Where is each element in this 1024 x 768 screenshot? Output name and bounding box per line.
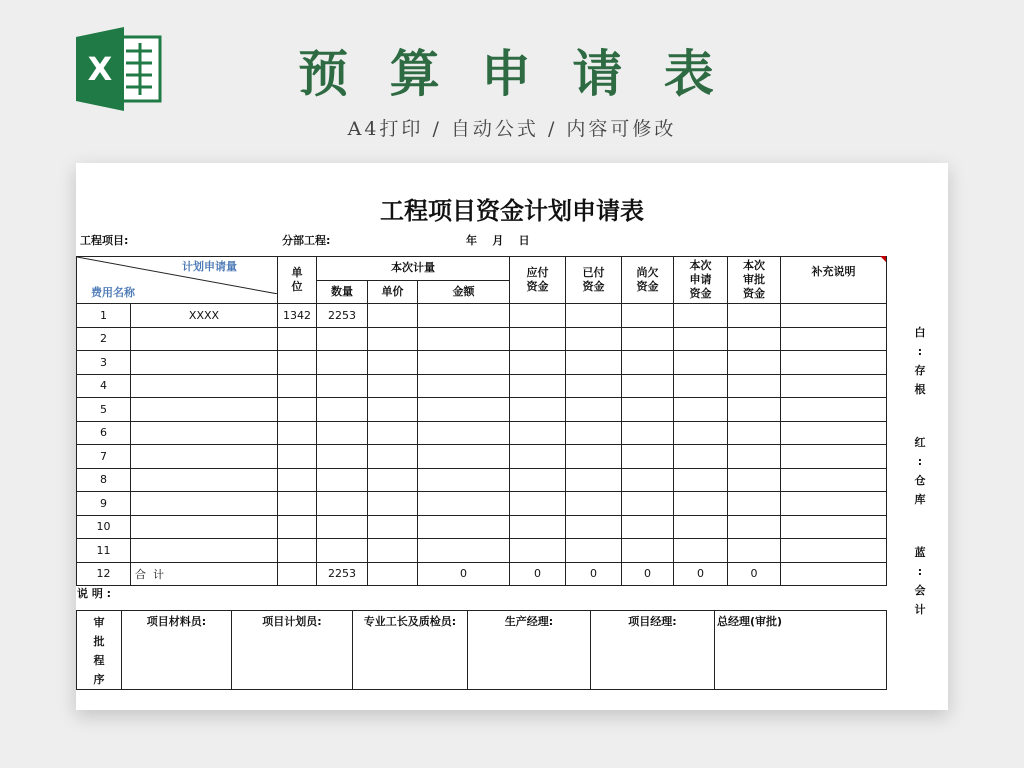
- cell-payable[interactable]: [510, 468, 566, 492]
- cell-name[interactable]: [131, 468, 278, 492]
- table-row: [77, 468, 887, 492]
- cell-owed[interactable]: [622, 398, 674, 422]
- cell-apply[interactable]: [674, 492, 728, 516]
- header-price: 单价: [368, 280, 418, 304]
- cell-paid[interactable]: [566, 374, 622, 398]
- cell-no[interactable]: 11: [77, 539, 131, 563]
- cell-approve[interactable]: [728, 445, 781, 469]
- subproject-label: 分部工程:: [282, 234, 331, 247]
- cell-remark[interactable]: [781, 562, 887, 586]
- cell-no[interactable]: 3: [77, 351, 131, 375]
- approval-process-label: 审 批 程 序: [77, 611, 122, 690]
- cell-remark[interactable]: [781, 327, 887, 351]
- cell-no[interactable]: 4: [77, 374, 131, 398]
- excel-logo-letter: X: [87, 50, 113, 88]
- cell-owed[interactable]: [622, 492, 674, 516]
- cell-amount[interactable]: [418, 539, 510, 563]
- cell-owed[interactable]: [622, 468, 674, 492]
- table-row: [77, 374, 887, 398]
- cell-price[interactable]: [368, 539, 418, 563]
- cell-paid[interactable]: [566, 515, 622, 539]
- cell-apply[interactable]: [674, 304, 728, 328]
- cell-qty[interactable]: [317, 327, 368, 351]
- cell-amount[interactable]: [418, 351, 510, 375]
- cell-payable[interactable]: [510, 492, 566, 516]
- cell-payable[interactable]: [510, 539, 566, 563]
- cell-apply[interactable]: [674, 445, 728, 469]
- cell-owed[interactable]: [622, 539, 674, 563]
- cell-paid[interactable]: [566, 304, 622, 328]
- cell-payable[interactable]: [510, 515, 566, 539]
- cell-amount[interactable]: [418, 468, 510, 492]
- cell-approve[interactable]: [728, 539, 781, 563]
- cell-remark[interactable]: [781, 421, 887, 445]
- form-title: 工程项目资金计划申请表: [380, 197, 644, 225]
- side-note-white: 白 : 存 根: [914, 326, 926, 396]
- cell-qty[interactable]: 2253: [317, 304, 368, 328]
- table-row: [77, 562, 887, 586]
- cell-remark[interactable]: [781, 445, 887, 469]
- cell-qty[interactable]: [317, 492, 368, 516]
- cell-owed[interactable]: [622, 304, 674, 328]
- cell-payable[interactable]: [510, 351, 566, 375]
- cell-price[interactable]: [368, 327, 418, 351]
- comment-marker: [880, 256, 886, 262]
- date-label: 年 月 日: [466, 234, 530, 247]
- cell-unit[interactable]: [278, 421, 317, 445]
- side-note-blue: 蓝 : 会 计: [914, 546, 926, 616]
- cell-remark[interactable]: [781, 492, 887, 516]
- cell-apply[interactable]: [674, 515, 728, 539]
- signer-production-manager: 生产经理:: [468, 611, 591, 690]
- cell-unit[interactable]: [278, 562, 317, 586]
- note-label: 说 明 :: [77, 587, 112, 600]
- cell-name[interactable]: [131, 445, 278, 469]
- cell-price[interactable]: [368, 445, 418, 469]
- cell-owed[interactable]: [622, 374, 674, 398]
- signer-project-manager: 项目经理:: [591, 611, 715, 690]
- cell-approve[interactable]: 0: [728, 562, 781, 586]
- cell-qty[interactable]: [317, 515, 368, 539]
- diag-top-label: 计划申请量: [182, 260, 237, 273]
- table-row: [77, 327, 887, 351]
- cell-apply[interactable]: 0: [674, 562, 728, 586]
- cell-amount[interactable]: [418, 445, 510, 469]
- cell-qty[interactable]: [317, 445, 368, 469]
- cell-remark[interactable]: [781, 539, 887, 563]
- cell-qty[interactable]: [317, 398, 368, 422]
- page-subtitle: A4打印 / 自动公式 / 内容可修改: [347, 118, 677, 140]
- cell-name[interactable]: [131, 327, 278, 351]
- header-owed: 尚欠 资金: [622, 257, 674, 304]
- cell-name[interactable]: [131, 492, 278, 516]
- cell-approve[interactable]: [728, 492, 781, 516]
- cell-no[interactable]: 6: [77, 421, 131, 445]
- cell-approve[interactable]: [728, 468, 781, 492]
- cell-price[interactable]: [368, 398, 418, 422]
- cell-name[interactable]: XXXX: [131, 304, 278, 328]
- cell-payable[interactable]: [510, 421, 566, 445]
- cell-unit[interactable]: [278, 492, 317, 516]
- cell-price[interactable]: [368, 515, 418, 539]
- cell-qty[interactable]: [317, 468, 368, 492]
- cell-unit[interactable]: [278, 398, 317, 422]
- cell-unit[interactable]: [278, 445, 317, 469]
- cell-owed[interactable]: [622, 515, 674, 539]
- cell-no[interactable]: 7: [77, 445, 131, 469]
- cell-paid[interactable]: [566, 351, 622, 375]
- cell-paid[interactable]: [566, 539, 622, 563]
- cell-remark[interactable]: [781, 374, 887, 398]
- cell-apply[interactable]: [674, 468, 728, 492]
- header-apply: 本次 申请 资金: [674, 257, 728, 304]
- cell-remark[interactable]: [781, 468, 887, 492]
- cell-paid[interactable]: [566, 492, 622, 516]
- cell-unit[interactable]: [278, 327, 317, 351]
- cell-amount[interactable]: 0: [418, 562, 510, 586]
- cell-apply[interactable]: [674, 398, 728, 422]
- cell-amount[interactable]: [418, 492, 510, 516]
- cell-amount[interactable]: [418, 421, 510, 445]
- cell-amount[interactable]: [418, 374, 510, 398]
- cell-price[interactable]: [368, 492, 418, 516]
- cell-paid[interactable]: [566, 445, 622, 469]
- cell-unit[interactable]: [278, 468, 317, 492]
- cell-name[interactable]: 合 计: [131, 562, 278, 586]
- cell-name[interactable]: [131, 421, 278, 445]
- cell-name[interactable]: [131, 539, 278, 563]
- cell-approve[interactable]: [728, 304, 781, 328]
- header-paid: 已付 资金: [566, 257, 622, 304]
- cell-price[interactable]: [368, 374, 418, 398]
- cell-owed[interactable]: [622, 421, 674, 445]
- cell-approve[interactable]: [728, 515, 781, 539]
- cell-payable[interactable]: [510, 327, 566, 351]
- header-approve: 本次 审批 资金: [728, 257, 781, 304]
- cell-apply[interactable]: [674, 539, 728, 563]
- cell-name[interactable]: [131, 515, 278, 539]
- cell-paid[interactable]: 0: [566, 562, 622, 586]
- cell-no[interactable]: 10: [77, 515, 131, 539]
- cell-payable[interactable]: 0: [510, 562, 566, 586]
- cell-paid[interactable]: [566, 468, 622, 492]
- cell-remark[interactable]: [781, 304, 887, 328]
- cell-apply[interactable]: [674, 327, 728, 351]
- cell-remark[interactable]: [781, 351, 887, 375]
- signer-planner: 项目计划员:: [232, 611, 353, 690]
- cell-apply[interactable]: [674, 351, 728, 375]
- page-title: 预 算 申 请 表: [298, 44, 726, 103]
- table-row: [77, 539, 887, 563]
- cell-paid[interactable]: [566, 327, 622, 351]
- header-amount: 金额: [418, 280, 510, 304]
- cell-apply[interactable]: [674, 421, 728, 445]
- cell-unit[interactable]: 1342: [278, 304, 317, 328]
- cell-no[interactable]: 9: [77, 492, 131, 516]
- cell-amount[interactable]: [418, 327, 510, 351]
- project-label: 工程项目:: [80, 234, 129, 247]
- cell-amount[interactable]: [418, 398, 510, 422]
- cell-price[interactable]: [368, 421, 418, 445]
- cell-unit[interactable]: [278, 515, 317, 539]
- diag-bottom-label: 费用名称: [91, 286, 135, 299]
- cell-no[interactable]: 5: [77, 398, 131, 422]
- table-row: [77, 515, 887, 539]
- table-row: [77, 351, 887, 375]
- header-current-measure: 本次计量: [317, 257, 510, 281]
- cell-approve[interactable]: [728, 398, 781, 422]
- spreadsheet-preview: [76, 163, 948, 710]
- cell-owed[interactable]: [622, 445, 674, 469]
- diagonal-header-cell: [77, 257, 278, 304]
- cell-owed[interactable]: 0: [622, 562, 674, 586]
- signer-foreman-qc: 专业工长及质检员:: [353, 611, 468, 690]
- budget-table: [76, 256, 887, 586]
- cell-approve[interactable]: [728, 374, 781, 398]
- cell-payable[interactable]: [510, 374, 566, 398]
- cell-paid[interactable]: [566, 421, 622, 445]
- cell-qty[interactable]: [317, 351, 368, 375]
- header-unit: 单 位: [278, 257, 317, 304]
- cell-apply[interactable]: [674, 374, 728, 398]
- cell-price[interactable]: [368, 468, 418, 492]
- cell-owed[interactable]: [622, 351, 674, 375]
- table-row: [77, 421, 887, 445]
- cell-no[interactable]: 8: [77, 468, 131, 492]
- cell-price[interactable]: [368, 351, 418, 375]
- header-remark: 补充说明: [781, 257, 887, 304]
- cell-price[interactable]: [368, 562, 418, 586]
- cell-remark[interactable]: [781, 398, 887, 422]
- cell-amount[interactable]: [418, 515, 510, 539]
- cell-approve[interactable]: [728, 351, 781, 375]
- cell-unit[interactable]: [278, 539, 317, 563]
- cell-name[interactable]: [131, 374, 278, 398]
- cell-no[interactable]: 12: [77, 562, 131, 586]
- table-row: [77, 445, 887, 469]
- cell-qty[interactable]: [317, 421, 368, 445]
- cell-name[interactable]: [131, 351, 278, 375]
- header-payable: 应付 资金: [510, 257, 566, 304]
- cell-no[interactable]: 1: [77, 304, 131, 328]
- cell-owed[interactable]: [622, 327, 674, 351]
- cell-payable[interactable]: [510, 304, 566, 328]
- cell-amount[interactable]: [418, 304, 510, 328]
- cell-unit[interactable]: [278, 351, 317, 375]
- cell-approve[interactable]: [728, 327, 781, 351]
- table-row: [77, 492, 887, 516]
- cell-qty[interactable]: [317, 539, 368, 563]
- table-row: [77, 398, 887, 422]
- signer-material: 项目材料员:: [122, 611, 232, 690]
- header-qty: 数量: [317, 280, 368, 304]
- cell-price[interactable]: [368, 304, 418, 328]
- cell-no[interactable]: 2: [77, 327, 131, 351]
- cell-qty[interactable]: [317, 374, 368, 398]
- cell-payable[interactable]: [510, 398, 566, 422]
- cell-qty[interactable]: 2253: [317, 562, 368, 586]
- cell-name[interactable]: [131, 398, 278, 422]
- cell-remark[interactable]: [781, 515, 887, 539]
- approval-table: [76, 610, 887, 690]
- signer-general-manager: 总经理(审批): [715, 611, 887, 690]
- side-note-red: 红 : 仓 库: [914, 436, 926, 506]
- cell-approve[interactable]: [728, 421, 781, 445]
- cell-payable[interactable]: [510, 445, 566, 469]
- table-row: [77, 304, 887, 328]
- cell-paid[interactable]: [566, 398, 622, 422]
- cell-unit[interactable]: [278, 374, 317, 398]
